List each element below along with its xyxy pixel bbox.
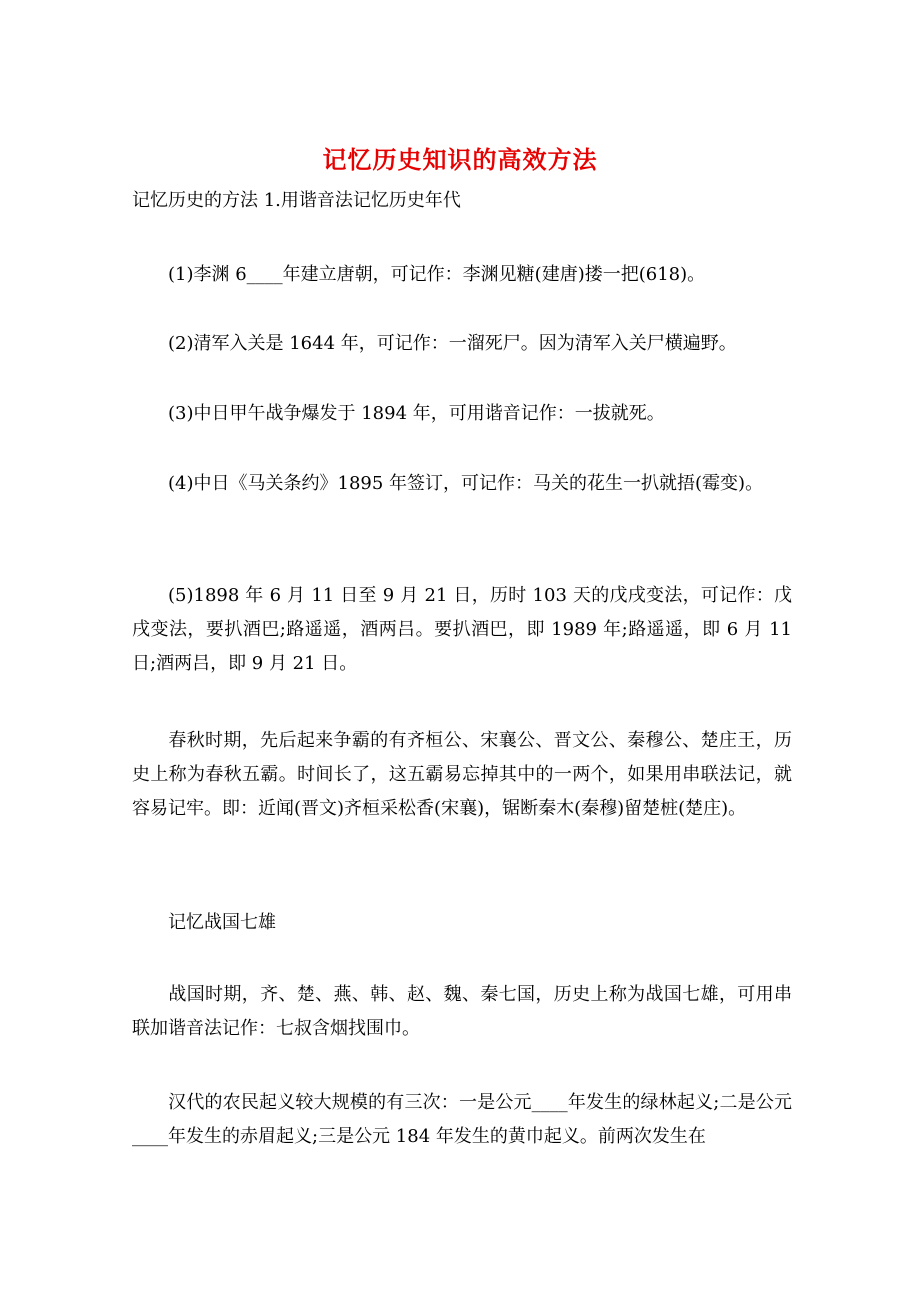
paragraph-zhanguo-qixiong xyxy=(132,978,792,1046)
section-heading-zhanguo: 记忆战国七雄 xyxy=(168,912,276,933)
section-heading-method: 记忆历史的方法 1.用谐音法记忆历史年代 xyxy=(132,190,461,211)
list-item: (4)中日《马关条约》1895 年签订，可记作：马关的花生一扒就捂(霉变)。 xyxy=(168,473,764,494)
paragraph-handai-uprisings xyxy=(132,1086,792,1154)
paragraph-chunqiu-wuba xyxy=(132,724,792,826)
list-item: (2)清军入关是 1644 年，可记作：一溜死尸。因为清军入关尸横遍野。 xyxy=(168,333,737,354)
paragraph-wuxu-reform xyxy=(132,579,792,681)
paragraph-text: 汉代的农民起义较大规模的有三次：一是公元____年发生的绿林起义;二是公元____年发生的赤眉起义;三是公元 184 年发生的黄巾起义。前两次发生在 xyxy=(132,1092,792,1147)
paragraph-text: 春秋时期，先后起来争霸的有齐桓公、宋襄公、晋文公、秦穆公、楚庄王，历史上称为春秋五霸。时间长了，这五霸易忘掉其中的一两个，如果用串联法记，就容易记牢。即：近闻(晋文)齐桓采松香(宋襄)，锯断秦木(秦穆)留楚桩(楚庄)。 xyxy=(132,730,792,819)
paragraph-text: (5)1898 年 6 月 11 日至 9 月 21 日，历时 103 天的戊戌变法，可记作：戊戌变法，要扒酒巴;路遥遥，酒两吕。要扒酒巴，即 1989 年;路遥遥，即 6 月 11 日;酒两吕，即 9 月 21 日。 xyxy=(132,585,792,674)
list-item: (3)中日甲午战争爆发于 1894 年，可用谐音记作：一拔就死。 xyxy=(168,403,665,424)
document-title: 记忆历史知识的高效方法 xyxy=(322,145,598,174)
list-item: (1)李渊 6____年建立唐朝，可记作：李渊见糖(建唐)搂一把(618)。 xyxy=(168,264,706,285)
paragraph-text: 战国时期，齐、楚、燕、韩、赵、魏、秦七国，历史上称为战国七雄，可用串联加谐音法记作：七叔含烟找围巾。 xyxy=(132,984,792,1039)
